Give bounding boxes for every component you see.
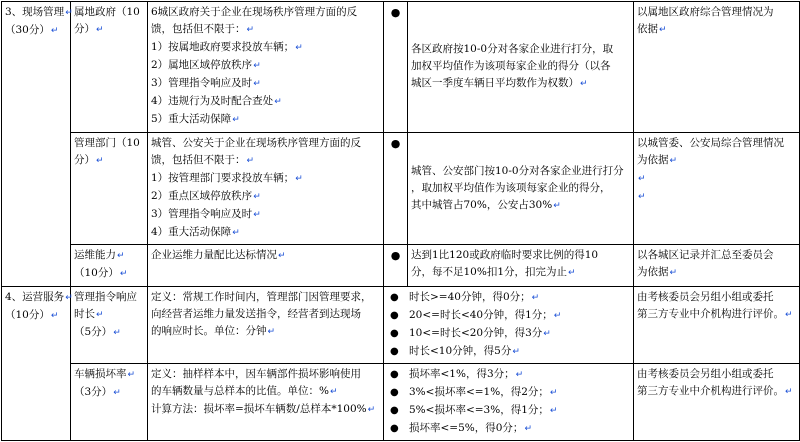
content-cell <box>148 133 384 245</box>
paragraph-mark-icon: ↵ <box>113 328 121 338</box>
paragraph-mark-icon: ↵ <box>96 310 104 320</box>
content-line: 的车辆数量与总样本的比值。单位：%↵ <box>151 385 338 397</box>
subitem-score: （10分）↵ <box>74 267 128 279</box>
method-line: 城区一季度车辆日平均数作为权数）↵ <box>411 77 588 89</box>
paragraph-mark-icon: ↵ <box>50 26 59 36</box>
subitem-score: （5分）↵ <box>74 326 121 338</box>
subitem-cell <box>71 245 148 287</box>
subitem-title: 管理部门（10 <box>74 137 140 149</box>
paragraph-mark-icon: ↵ <box>659 25 667 35</box>
paragraph-mark-icon: ↵ <box>553 311 562 321</box>
subitem-cell <box>71 364 148 441</box>
scoring-item: ● 10<=时长<20分钟，得3分↵ <box>387 325 630 343</box>
category-title: 3、现场管理↵ <box>5 6 73 18</box>
category-title: 4、运营服务↵ <box>5 291 73 303</box>
content-line: 向经营者运维力量发送指令，经营者到达现场 <box>151 308 361 320</box>
content-line: 6城区政府关于企业在现场秩序管理方面的反 <box>151 6 358 18</box>
method-cell <box>408 133 634 245</box>
content-line: 的响应时长。单位：分钟↵ <box>151 325 276 337</box>
paragraph-mark-icon: ↵ <box>524 424 532 434</box>
scoring-item: ● 5%<损坏率<=3%，得1分；↵ <box>387 402 630 420</box>
paragraph-mark-icon: ↵ <box>638 192 646 202</box>
paragraph-mark-icon: ↵ <box>253 210 261 220</box>
subitem-title: 属地政府（10 <box>74 6 140 18</box>
paragraph-mark-icon: ↵ <box>580 79 588 89</box>
source-line: 为依据↵ <box>637 266 678 278</box>
subitem-score: 分）↵ <box>74 154 104 166</box>
table-row <box>2 2 800 133</box>
paragraph-mark-icon: ↵ <box>232 228 240 238</box>
subitem-title: 运维能力↵ <box>74 249 125 261</box>
method-line: 达到1比120或政府临时要求比例的得10 <box>411 249 599 261</box>
table-row <box>2 245 800 287</box>
content-cell <box>148 287 384 364</box>
source-line: 为依据↵ <box>637 154 678 166</box>
category-cell <box>2 287 71 441</box>
paragraph-mark-icon: ↵ <box>117 251 125 261</box>
content-line: 城管、公安关于企业在现场秩序管理方面的反 <box>151 137 361 149</box>
subitem-cell <box>71 287 148 364</box>
scoring-item: ● 3%<损坏率<=1%，得2分；↵ <box>387 384 630 402</box>
paragraph-mark-icon: ↵ <box>253 61 261 71</box>
paragraph-mark-icon: ↵ <box>543 329 551 339</box>
source-line <box>637 188 796 206</box>
paragraph-mark-icon: ↵ <box>549 388 558 398</box>
category-score: （30分）↵ <box>5 24 59 36</box>
paragraph-mark-icon: ↵ <box>232 115 240 125</box>
method-line: 分，每不足10%扣1分，扣完为止↵ <box>411 266 576 278</box>
method-cell <box>408 245 634 287</box>
content-line: 2）属地区域停放秩序↵ <box>151 59 261 71</box>
content-line: 1）按管理部门要求投放车辆；↵ <box>151 172 303 184</box>
table-row <box>2 287 800 364</box>
method-line: 各区政府按10-0分对各家企业进行打分，取 <box>411 43 614 55</box>
source-line <box>637 170 796 188</box>
bullet-cell <box>384 245 408 287</box>
subitem-title: 管理指令响应 <box>74 291 137 303</box>
paragraph-mark-icon: ↵ <box>515 370 524 380</box>
source-cell <box>634 133 800 245</box>
source-cell <box>634 245 800 287</box>
content-line: 4）违规行为及时配合查处↵ <box>151 95 282 107</box>
method-line: 其中城管占70%，公安占30%↵ <box>411 198 561 211</box>
source-line: 由考核委员会另组小组或委托 <box>637 291 774 303</box>
bullet-cell <box>384 133 408 245</box>
content-line: 企业运维力量配比达标情况↵ <box>151 249 286 261</box>
paragraph-mark-icon: ↵ <box>568 268 576 278</box>
paragraph-mark-icon: ↵ <box>119 269 128 279</box>
paragraph-mark-icon: ↵ <box>295 174 303 184</box>
bullet-icon: ● <box>390 249 401 262</box>
source-line: 以城管委、公安局综合管理情况 <box>637 137 784 149</box>
method-line: 城管、公安部门按10-0分对各家企业进行打分 <box>411 164 624 177</box>
paragraph-mark-icon: ↵ <box>549 406 558 416</box>
paragraph-mark-icon: ↵ <box>274 97 282 107</box>
paragraph-mark-icon: ↵ <box>367 405 376 415</box>
scoring-cell <box>384 287 634 364</box>
source-line: 依据↵ <box>637 23 667 35</box>
evaluation-table <box>1 1 800 441</box>
subitem-title: 时长↵ <box>74 308 104 320</box>
method-line: ，取加权平均值作为该项每家企业的得分， <box>411 181 611 194</box>
paragraph-mark-icon: ↵ <box>50 311 59 321</box>
paragraph-mark-icon: ↵ <box>253 79 261 89</box>
paragraph-mark-icon: ↵ <box>531 293 540 303</box>
table-row <box>2 133 800 245</box>
paragraph-mark-icon: ↵ <box>253 192 261 202</box>
paragraph-mark-icon: ↵ <box>65 293 73 303</box>
source-cell <box>634 2 800 133</box>
subitem-score: 分）↵ <box>74 23 104 35</box>
content-line: 4）重大活动保障↵ <box>151 226 240 238</box>
source-line: 第三方专业中介机构进行评价。↵ <box>637 308 793 320</box>
paragraph-mark-icon: ↵ <box>96 156 104 166</box>
subitem-score: （3分）↵ <box>74 386 121 398</box>
source-line: 由考核委员会另组小组或委托 <box>637 368 774 380</box>
paragraph-mark-icon: ↵ <box>295 43 303 53</box>
paragraph-mark-icon: ↵ <box>127 370 136 380</box>
source-line: 第三方专业中介机构进行评价。↵ <box>637 385 793 397</box>
paragraph-mark-icon: ↵ <box>785 387 793 397</box>
paragraph-mark-icon: ↵ <box>512 347 520 357</box>
method-line: 加权平均值作为该项每家企业的得分（以各 <box>411 60 611 72</box>
subitem-cell <box>71 2 148 133</box>
content-line: 计算方法：损坏率=损坏车辆数/总样本*100%↵ <box>151 403 376 415</box>
table-row <box>2 364 800 441</box>
content-line: 馈，包括但不限于：↵ <box>151 154 255 166</box>
bullet-cell <box>384 2 408 133</box>
paragraph-mark-icon: ↵ <box>113 388 121 398</box>
paragraph-mark-icon: ↵ <box>278 251 286 261</box>
paragraph-mark-icon: ↵ <box>553 200 561 211</box>
source-line: 以各城区记录并汇总至委员会 <box>637 249 774 261</box>
content-line: 2）重点区域停放秩序↵ <box>151 190 261 202</box>
paragraph-mark-icon: ↵ <box>329 387 338 397</box>
category-cell <box>2 2 71 287</box>
subitem-title: 车辆损坏率↵ <box>74 368 136 380</box>
category-score: （10分）↵ <box>5 309 59 321</box>
content-line: 馈，包括但不限于：↵ <box>151 23 255 35</box>
content-line: 定义：抽样样本中，因车辆部件损坏影响使用 <box>151 368 361 380</box>
paragraph-mark-icon: ↵ <box>65 8 73 18</box>
content-cell <box>148 245 384 287</box>
scoring-item: ● 损坏率<1%，得3分；↵ <box>387 366 630 384</box>
content-line: 3）管理指令响应及时↵ <box>151 208 261 220</box>
scoring-item: ● 20<=时长<40分钟，得1分；↵ <box>387 307 630 325</box>
subitem-cell <box>71 133 148 245</box>
paragraph-mark-icon: ↵ <box>246 156 255 166</box>
paragraph-mark-icon: ↵ <box>638 174 646 184</box>
content-line: 3）管理指令响应及时↵ <box>151 77 261 89</box>
content-line: 5）重大活动保障↵ <box>151 113 240 125</box>
scoring-item: ● 损坏率<=5%，得0分；↵ <box>387 420 630 438</box>
content-line: 定义：常规工作时间内，管理部门因管理要求， <box>151 291 372 303</box>
bullet-icon: ● <box>390 137 401 150</box>
paragraph-mark-icon: ↵ <box>785 310 793 320</box>
paragraph-mark-icon: ↵ <box>96 25 104 35</box>
paragraph-mark-icon: ↵ <box>267 327 276 337</box>
paragraph-mark-icon: ↵ <box>246 25 255 35</box>
paragraph-mark-icon: ↵ <box>669 156 678 166</box>
bullet-icon: ● <box>390 6 401 19</box>
source-cell <box>634 364 800 441</box>
scoring-cell <box>384 364 634 441</box>
source-line: 以属地区政府综合管理情况为 <box>637 6 774 18</box>
method-cell <box>408 2 634 133</box>
paragraph-mark-icon: ↵ <box>669 268 678 278</box>
source-cell <box>634 287 800 364</box>
content-cell <box>148 2 384 133</box>
scoring-item: ● 时长<10分钟，得5分↵ <box>387 343 630 361</box>
scoring-item: ● 时长>=40分钟，得0分；↵ <box>387 289 630 307</box>
content-cell <box>148 364 384 441</box>
content-line: 1）按属地政府要求投放车辆；↵ <box>151 41 303 53</box>
